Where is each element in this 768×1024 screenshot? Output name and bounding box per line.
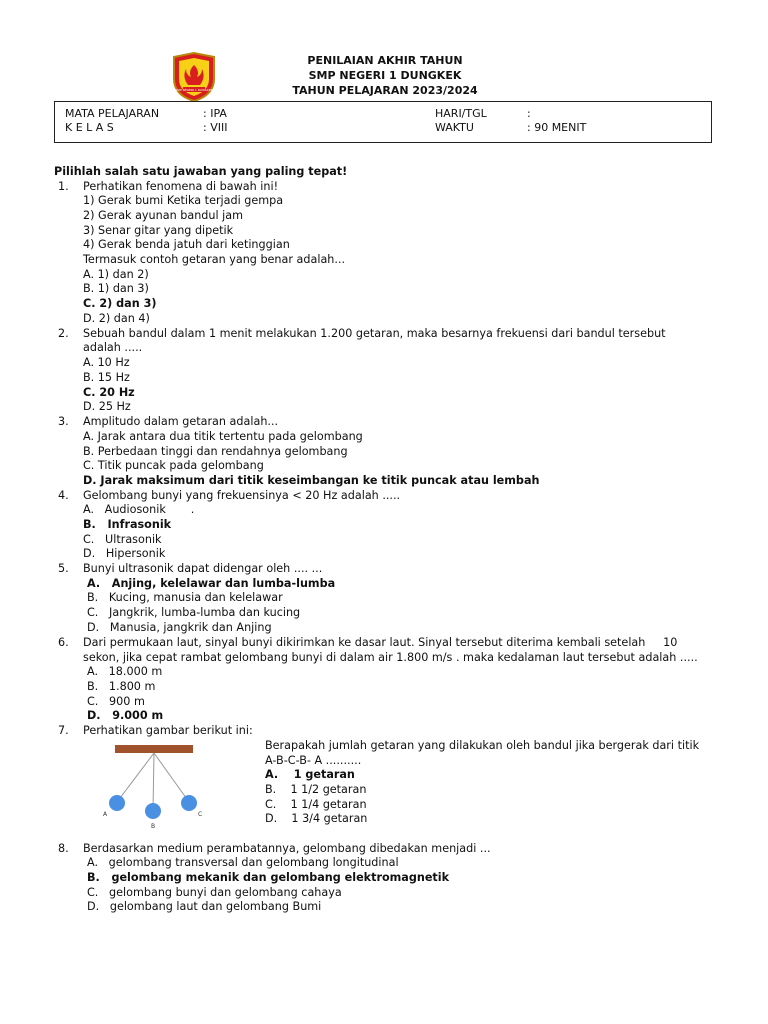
q8-option-a: A. gelombang transversal dan gelombang longitudinal xyxy=(87,856,399,869)
time-value: : 90 MENIT xyxy=(527,121,587,134)
q3-stem: Amplitudo dalam getaran adalah... xyxy=(83,415,279,428)
bob-b xyxy=(145,803,161,819)
class-label: K E L A S xyxy=(65,121,114,134)
bob-c xyxy=(181,795,197,811)
q2-option-c-answer: C. 20 Hz xyxy=(83,386,135,399)
exam-title: PENILAIAN AKHIR TAHUN xyxy=(307,54,463,67)
q1-item: 3) Senar gitar yang dipetik xyxy=(83,224,234,237)
q1-item: 1) Gerak bumi Ketika terjadi gempa xyxy=(83,194,284,207)
q1-option-d: D. 2) dan 4) xyxy=(83,312,150,325)
q3-option-b: B. Perbedaan tinggi dan rendahnya gelombang xyxy=(83,445,348,458)
day-label: HARI/TGL xyxy=(435,107,487,120)
q6-option-a: A. 18.000 m xyxy=(87,665,163,678)
pendulum-diagram xyxy=(100,740,230,835)
q2-option-d: D. 25 Hz xyxy=(83,400,131,413)
q8-option-d: D. gelombang laut dan gelombang Bumi xyxy=(87,900,322,913)
pendulum-support xyxy=(115,745,193,753)
label-b: B xyxy=(151,823,156,830)
q3-option-c: C. Titik puncak pada gelombang xyxy=(83,459,264,472)
q5-option-b: B. Kucing, manusia dan kelelawar xyxy=(87,591,283,604)
q4-number: 4. xyxy=(58,489,69,502)
q5-number: 5. xyxy=(58,562,69,575)
q7-option-c: C. 1 1/4 getaran xyxy=(265,798,367,811)
q3-number: 3. xyxy=(58,415,69,428)
q3-option-d-answer: D. Jarak maksimum dari titik keseimbangan ke titik puncak atau lembah xyxy=(83,474,540,487)
q5-option-a-answer: A. Anjing, kelelawar dan lumba-lumba xyxy=(87,577,336,590)
q6-number: 6. xyxy=(58,636,69,649)
q2-stem-cont: adalah ..... xyxy=(83,341,143,354)
q4-stem: Gelombang bunyi yang frekuensinya < 20 Hz adalah ..... xyxy=(83,489,401,502)
subject-value: : IPA xyxy=(203,107,227,120)
q4-option-b-answer: B. Infrasonik xyxy=(83,518,172,531)
q6-option-d-answer: D. 9.000 m xyxy=(87,709,164,722)
q6-option-b: B. 1.800 m xyxy=(87,680,156,693)
q8-option-c: C. gelombang bunyi dan gelombang cahaya xyxy=(87,886,342,899)
exam-info-box xyxy=(54,101,712,143)
q1-question: Termasuk contoh getaran yang benar adalah... xyxy=(83,253,346,266)
q1-item: 2) Gerak ayunan bandul jam xyxy=(83,209,244,222)
q7-option-d: D. 1 3/4 getaran xyxy=(265,812,368,825)
q7-option-b: B. 1 1/2 getaran xyxy=(265,783,367,796)
subject-label: MATA PELAJARAN xyxy=(65,107,160,120)
class-value: : VIII xyxy=(203,121,228,134)
school-name: SMP NEGERI 1 DUNGKEK xyxy=(308,69,462,82)
q2-option-b: B. 15 Hz xyxy=(83,371,130,384)
instruction: Pilihlah salah satu jawaban yang paling tepat! xyxy=(54,165,348,178)
q7-question-cont: A-B-C-B- A .......... xyxy=(265,754,362,767)
q7-number: 7. xyxy=(58,724,69,737)
q4-option-c: C. Ultrasonik xyxy=(83,533,162,546)
q1-number: 1. xyxy=(58,180,69,193)
academic-year: TAHUN PELAJARAN 2023/2024 xyxy=(292,84,478,97)
q1-option-c-answer: C. 2) dan 3) xyxy=(83,297,157,310)
q2-stem: Sebuah bandul dalam 1 menit melakukan 1.200 getaran, maka besarnya frekuensi dari bandul tersebut xyxy=(83,327,666,340)
pendulum-string-a xyxy=(117,753,154,802)
q1-stem: Perhatikan fenomena di bawah ini! xyxy=(83,180,279,193)
school-logo-icon xyxy=(170,51,218,103)
pendulum-string-b xyxy=(153,753,154,810)
q3-option-a: A. Jarak antara dua titik tertentu pada gelombang xyxy=(83,430,363,443)
q8-number: 8. xyxy=(58,842,69,855)
bob-a xyxy=(109,795,125,811)
logo-text: SMP NEGERI 1 DUNGKEK xyxy=(175,88,213,92)
time-label: WAKTU xyxy=(435,121,474,134)
q8-option-b-answer: B. gelombang mekanik dan gelombang elektromagnetik xyxy=(87,871,450,884)
q8-stem: Berdasarkan medium perambatannya, gelombang dibedakan menjadi ... xyxy=(83,842,491,855)
pendulum-string-c xyxy=(154,753,189,802)
q7-question: Berapakah jumlah getaran yang dilakukan oleh bandul jika bergerak dari titik xyxy=(265,739,700,752)
q6-stem-cont: sekon, jika cepat rambat gelombang bunyi di dalam air 1.800 m/s . maka kedalaman laut tersebut adalah ..... xyxy=(83,651,698,664)
q4-option-a: A. Audiosonik . xyxy=(83,503,195,516)
q1-option-a: A. 1) dan 2) xyxy=(83,268,149,281)
q7-option-a-answer: A. 1 getaran xyxy=(265,768,355,781)
day-value: : xyxy=(527,107,531,120)
q1-item: 4) Gerak benda jatuh dari ketinggian xyxy=(83,238,290,251)
q4-option-d: D. Hipersonik xyxy=(83,547,166,560)
q5-stem: Bunyi ultrasonik dapat didengar oleh .... ... xyxy=(83,562,323,575)
label-c: C xyxy=(198,811,203,818)
q5-option-d: D. Manusia, jangkrik dan Anjing xyxy=(87,621,272,634)
q1-option-b: B. 1) dan 3) xyxy=(83,282,149,295)
q6-option-c: C. 900 m xyxy=(87,695,145,708)
q6-stem: Dari permukaan laut, sinyal bunyi dikirimkan ke dasar laut. Sinyal tersebut diterima kembali setelah 10 xyxy=(83,636,678,649)
q7-stem: Perhatikan gambar berikut ini: xyxy=(83,724,253,737)
q2-number: 2. xyxy=(58,327,69,340)
q2-option-a: A. 10 Hz xyxy=(83,356,130,369)
q5-option-c: C. Jangkrik, lumba-lumba dan kucing xyxy=(87,606,301,619)
label-a: A xyxy=(103,811,108,818)
